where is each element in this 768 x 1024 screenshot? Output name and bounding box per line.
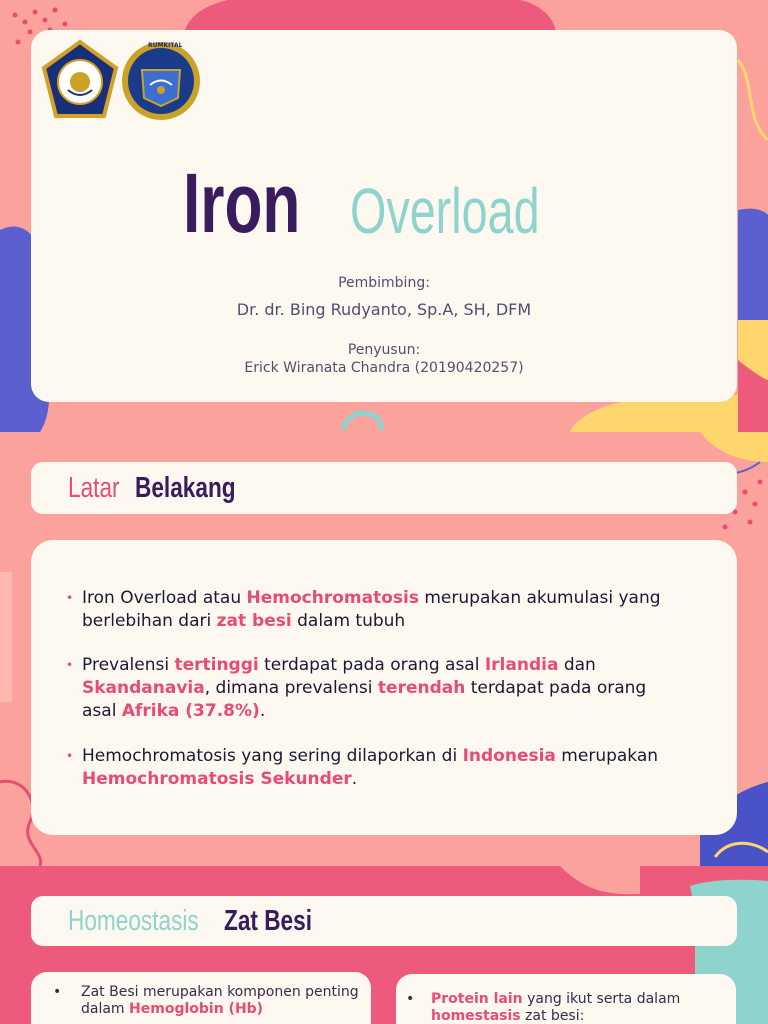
- heading-belakang: Belakang: [135, 472, 236, 504]
- penyusun-label: Penyusun:: [347, 342, 421, 358]
- title-card: [31, 30, 737, 402]
- title-word-iron: Iron: [183, 156, 301, 250]
- title-line: [183, 155, 342, 250]
- heading-zat-besi: Zat Besi: [224, 905, 313, 937]
- heading-homeostasis: Homeostasis: [68, 905, 199, 937]
- hospital-seal-icon: [120, 40, 202, 122]
- hospital-seal-text: RUMKITAL: [148, 42, 183, 49]
- heading-card-latar: [31, 462, 737, 514]
- content-card-latar: • Iron Overload atau Hemochromatosis merupakan akumulasi yang berlebihan dari zat besi dalam tubuh • Prevalensi tertinggi terdapat pada orang asal Irlandia dan Skandanavia, dimana prevalensi terendah terdapat pada orang asal Afrika (37.8%). • Hemochromatosis yang sering dilaporkan di Indonesia merupakan Hemochromatosis Sekunder.: [31, 540, 737, 835]
- right-info-card: • Protein lain yang ikut serta dalam homestasis zat besi:: [396, 974, 736, 1024]
- heading-latar: Latar: [68, 472, 120, 504]
- slide-3: [0, 866, 768, 1024]
- slide-2: [0, 432, 768, 866]
- bullet-1-text: Iron Overload atau Hemochromatosis merupakan akumulasi yang berlebihan dari zat besi dalam tubuh: [82, 588, 661, 631]
- penyusun-name: Erick Wiranata Chandra (20190420257): [244, 360, 524, 376]
- heading-card-homeostasis: [31, 896, 737, 946]
- left-info-card: • Zat Besi merupakan komponen penting dalam Hemoglobin (Hb): [31, 972, 371, 1024]
- university-seal-icon: [40, 40, 120, 120]
- slide-1: [0, 0, 768, 432]
- title-line-2: [350, 174, 610, 247]
- title-word-overload: Overload: [350, 175, 540, 247]
- bullet-3-text: Hemochromatosis yang sering dilaporkan di Indonesia merupakan Hemochromatosis Sekunder.: [82, 746, 659, 789]
- pembimbing-label: Pembimbing:: [338, 275, 430, 291]
- pembimbing-name: Dr. dr. Bing Rudyanto, Sp.A, SH, DFM: [236, 300, 532, 319]
- bullet-2-text: Prevalensi tertinggi terdapat pada orang asal Irlandia dan Skandanavia, dimana prevalensi terendah terdapat pada orang asal Afrika (37.8%).: [82, 655, 647, 721]
